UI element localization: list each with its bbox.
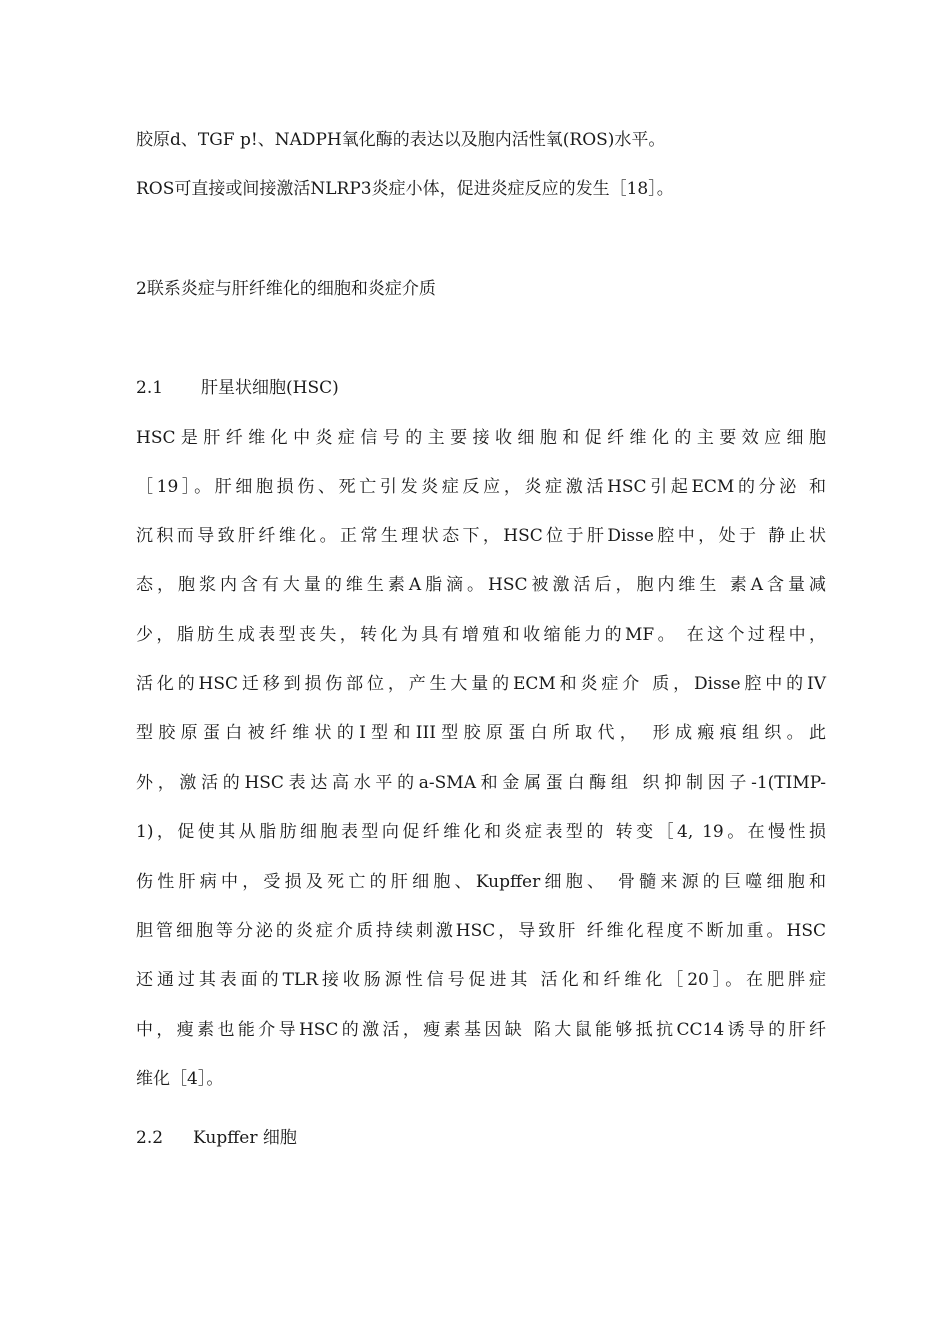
section-2-heading: 2联系炎症与肝纤维化的细胞和炎症介质	[136, 279, 436, 299]
section-2-2-heading	[136, 1126, 297, 1150]
intro-line-2: ROS可直接或间接激活NLRP3炎症小体，促进炎症反应的发生［18］。	[136, 179, 674, 199]
paragraph-2-1-line: 外，激活的HSC表达高水平的a-SMA和金属蛋白酶组 织抑制因子-1(TIMP-	[136, 773, 826, 793]
paragraph-2-1-line: 中，瘦素也能介导HSC的激活，瘦素基因缺 陷大鼠能够抵抗CC14诱导的肝纤	[136, 1020, 826, 1040]
section-2-2-title: Kupffer 细胞	[193, 1128, 297, 1148]
intro-line-1: 胶原d、TGF p!、NADPH氧化酶的表达以及胞内活性氧(ROS)水平。	[136, 130, 666, 150]
paragraph-2-1-line: 伤性肝病中，受损及死亡的肝细胞、Kupffer细胞、 骨髓来源的巨噬细胞和	[136, 872, 826, 892]
paragraph-2-1-line: 活化的HSC迁移到损伤部位，产生大量的ECM和炎症介 质，Disse腔中的IV	[136, 674, 826, 694]
section-2-2-number: 2.2	[136, 1128, 164, 1148]
section-2-1-number: 2.1	[136, 378, 164, 398]
paragraph-2-1-line: 1)，促使其从脂肪细胞表型向促纤维化和炎症表型的 转变［4, 19。在慢性损	[136, 822, 826, 842]
section-2-1-heading	[136, 376, 339, 400]
paragraph-2-1-line: HSC是肝纤维化中炎症信号的主要接收细胞和促纤维化的主要效应细胞	[136, 428, 826, 448]
paragraph-2-1-line: 还通过其表面的TLR接收肠源性信号促进其 活化和纤维化［20］。在肥胖症	[136, 970, 826, 990]
paragraph-2-1-line: 少，脂肪生成表型丧失，转化为具有增殖和收缩能力的MF。 在这个过程中，	[136, 625, 826, 645]
paragraph-2-1-line: 型胶原蛋白被纤维状的I型和III型胶原蛋白所取代， 形成瘢痕组织。此	[136, 723, 826, 743]
paragraph-2-1-line: ［19］。肝细胞损伤、死亡引发炎症反应，炎症激活HSC引起ECM的分泌 和	[136, 477, 826, 497]
section-2-1-title: 肝星状细胞(HSC)	[201, 378, 339, 398]
paragraph-2-1-line: 沉积而导致肝纤维化。正常生理状态下，HSC位于肝Disse腔中，处于 静止状	[136, 526, 826, 546]
paragraph-2-1-line: 胆管细胞等分泌的炎症介质持续刺激HSC，导致肝 纤维化程度不断加重。HSC	[136, 921, 826, 941]
paragraph-2-1-line: 态，胞浆内含有大量的维生素A脂滴。HSC被激活后，胞内维生 素A含量减	[136, 575, 826, 595]
paragraph-2-1-last-line: 维化［4］。	[136, 1069, 224, 1089]
